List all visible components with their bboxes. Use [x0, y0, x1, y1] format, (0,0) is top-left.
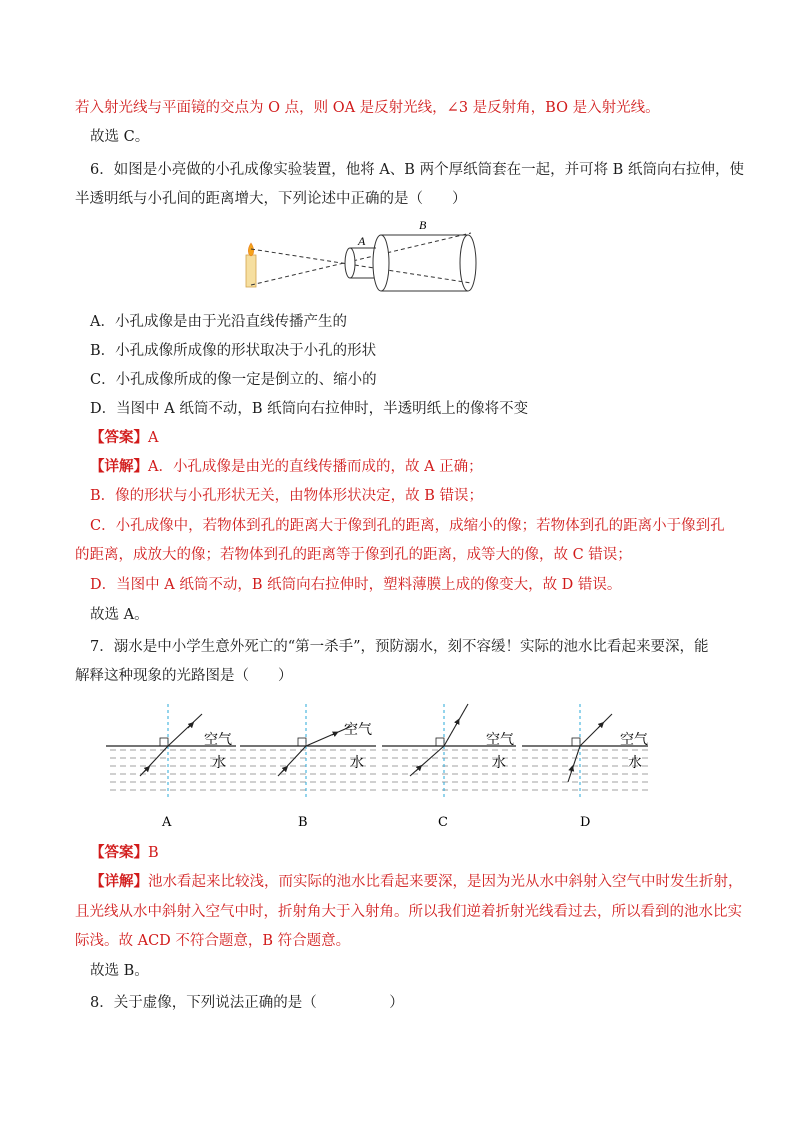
diagram-d: [522, 704, 648, 798]
detail-7c: 际浅。故 ACD 不符合题意，B 符合题意。: [75, 933, 351, 949]
svg-text:水: 水: [628, 755, 642, 771]
svg-text:空气: 空气: [344, 722, 372, 738]
detail-7a: [90, 872, 743, 892]
answer-6: [90, 428, 158, 448]
choose-7: 故选 B。: [90, 963, 149, 979]
svg-text:水: 水: [350, 755, 364, 771]
option-6b: B．小孔成像所成像的形状取决于小孔的形状: [90, 343, 377, 359]
answer-tag: 【答案】: [90, 844, 148, 861]
detail-7b: 且光线从水中斜射入空气中时，折射角大于入射角。所以我们逆着折射光线看过去，所以看到的池水比实: [75, 904, 742, 920]
detail-text: A．小孔成像是由光的直线传播而成的，故 A 正确；: [148, 459, 483, 475]
question-8: 8．关于虚像，下列说法正确的是（ ）: [90, 995, 404, 1011]
detail-6d: D．当图中 A 纸筒不动，B 纸筒向右拉伸时，塑料薄膜上成的像变大，故 D 错误。: [90, 577, 622, 593]
detail-tag: 【详解】: [90, 458, 148, 475]
question-6-line1: 6．如图是小亮做的小孔成像实验装置，他将 A、B 两个厚纸筒套在一起，并可将 B 纸筒向右拉伸，使: [90, 162, 744, 178]
svg-text:水: 水: [492, 755, 506, 771]
question-6-line2: 半透明纸与小孔间的距离增大，下列论述中正确的是（ ）: [75, 191, 467, 207]
caption-a: A: [162, 815, 172, 830]
option-6d: D．当图中 A 纸筒不动，B 纸筒向右拉伸时，半透明纸上的像将不变: [90, 401, 529, 417]
svg-text:水: 水: [212, 755, 226, 771]
choose-6: 故选 A。: [90, 607, 149, 623]
svg-text:空气: 空气: [204, 732, 232, 748]
svg-text:空气: 空气: [486, 732, 514, 748]
detail-tag: 【详解】: [90, 873, 148, 890]
tube-a-label: A: [358, 234, 366, 248]
svg-text:空气: 空气: [620, 732, 648, 748]
diagram-c: [382, 704, 516, 798]
answer-value: A: [148, 430, 159, 446]
detail-text: 池水看起来比较浅，而实际的池水比看起来要深，是因为光从水中斜射入空气中时发生折射，: [148, 874, 743, 890]
tube-b-label: B: [419, 218, 427, 232]
caption-b: B: [298, 815, 308, 830]
diagram-a: [106, 704, 236, 798]
diagram-b: [240, 704, 376, 798]
question-7-line1: 7．溺水是中小学生意外死亡的“第一杀手”，预防溺水，刻不容缓！实际的池水比看起来要深，能: [90, 639, 709, 655]
text-line: 故选 C。: [90, 129, 150, 145]
pinhole-camera-figure: [236, 215, 496, 295]
detail-6c2: 的距离，成放大的像；若物体到孔的距离等于像到孔的距离，成等大的像，故 C 错误；: [75, 547, 632, 563]
detail-6a: [90, 457, 483, 477]
answer-7: [90, 843, 159, 863]
answer-value: B: [148, 845, 159, 861]
option-6c: C．小孔成像所成的像一定是倒立的、缩小的: [90, 372, 377, 388]
question-7-line2: 解释这种现象的光路图是（ ）: [75, 668, 293, 684]
detail-6b: B．像的形状与小孔形状无关，由物体形状决定，故 B 错误；: [90, 488, 484, 504]
candle-icon: [246, 255, 256, 287]
answer-tag: 【答案】: [90, 429, 148, 446]
caption-d: D: [580, 815, 591, 830]
caption-c: C: [438, 815, 448, 830]
text-line: 若入射光线与平面镜的交点为 O 点，则 OA 是反射光线，∠3 是反射角，BO 是入射光线。: [75, 100, 660, 116]
refraction-diagrams: [100, 698, 660, 838]
detail-6c1: C．小孔成像中，若物体到孔的距离大于像到孔的距离，成缩小的像；若物体到孔的距离小于像到孔: [90, 518, 725, 534]
option-6a: A．小孔成像是由于光沿直线传播产生的: [90, 314, 347, 330]
